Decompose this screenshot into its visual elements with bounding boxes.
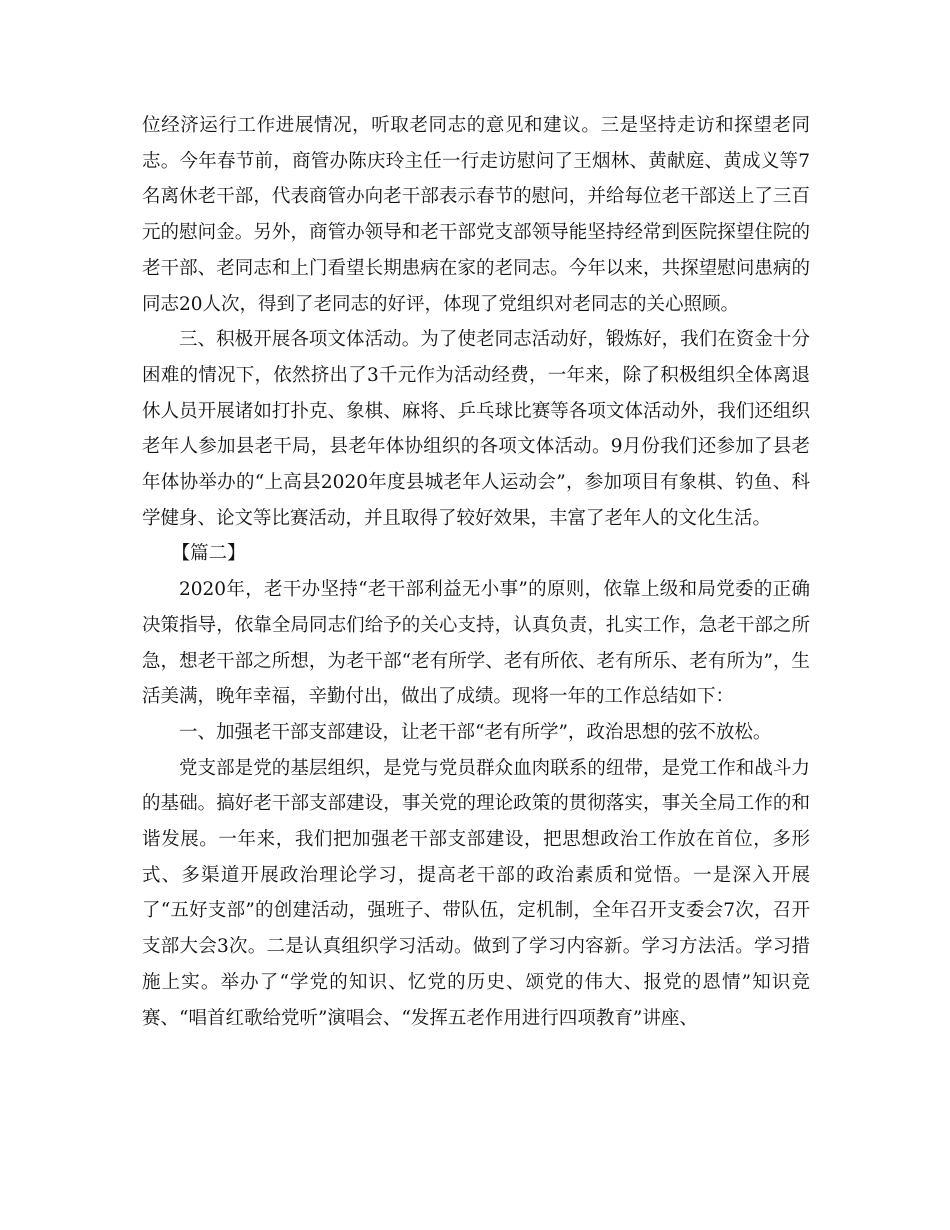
paragraph-party-branch: 党支部是党的基层组织，是党与党员群众血肉联系的纽带，是党工作和战斗力的基础。搞好老干部支部建设，事关党的理论政策的贯彻落实，事关全局工作的和谐发展。一年来，我们把加强老干部支部建设，把思想政治工作放在首位，多形式、多渠道开展政治理论学习，提高老干部的政治素质和觉悟。一是深入开展了“五好支部”的创建活动，强班子、带队伍，定机制，全年召开支委会7次，召开支部大会3次。二是认真组织学习活动。做到了学习内容新。学习方法活。学习措施上实。举办了“学党的知识、忆党的历史、颂党的伟大、报党的恩情”知识竞赛、“唱首红歌给党听”演唱会、“发挥五老作用进行四项教育”讲座、 — [142, 757, 810, 1029]
paragraph-cultural-activities: 三、积极开展各项文体活动。为了使老同志活动好，锻炼好，我们在资金十分困难的情况下，依然挤出了3千元作为活动经费，一年来，除了积极组织全体离退休人员开展诸如打扑克、象棋、麻将、乒乓球比赛等各项文体活动外，我们还组织老年人参加县老干局，县老年体协组织的各项文体活动。9月份我们还参加了县老年体协举办的“上高县2020年度县城老年人运动会”，参加项目有象棋、钓鱼、科学健身、论文等比赛活动，并且取得了较好效果，丰富了老年人的文化生活。 — [142, 329, 810, 529]
paragraph-visits-continued: 位经济运行工作进展情况，听取老同志的意见和建议。三是坚持走访和探望老同志。今年春节前，商管办陈庆玲主任一行走访慰问了王烟林、黄献庭、黄成义等7名离休老干部，代表商管办向老干部表示春节的慰问，并给每位老干部送上了三百元的慰问金。另外，商管办领导和老干部党支部领导能坚持经常到医院探望住院的老干部、老同志和上门看望长期患病在家的老同志。今年以来，共探望慰问患病的同志20人次，得到了老同志的好评，体现了党组织对老同志的关心照顾。 — [142, 115, 810, 315]
paragraph-summary-intro: 2020年，老干办坚持“老干部利益无小事”的原则，依靠上级和局党委的正确决策指导，依靠全局同志们给予的关心支持，认真负责，扎实工作，急老干部之所急，想老干部之所想，为老干部“老有所学、老有所依、老有所乐、老有所为”，生活美满，晚年幸福，辛勤付出，做出了成绩。现将一年的工作总结如下： — [142, 579, 810, 708]
paragraph-point-one-title: 一、加强老干部支部建设，让老干部“老有所学”，政治思想的弦不放松。 — [179, 721, 772, 743]
document-page — [142, 108, 810, 1036]
section-heading-part-two: 【篇二】 — [171, 543, 246, 565]
